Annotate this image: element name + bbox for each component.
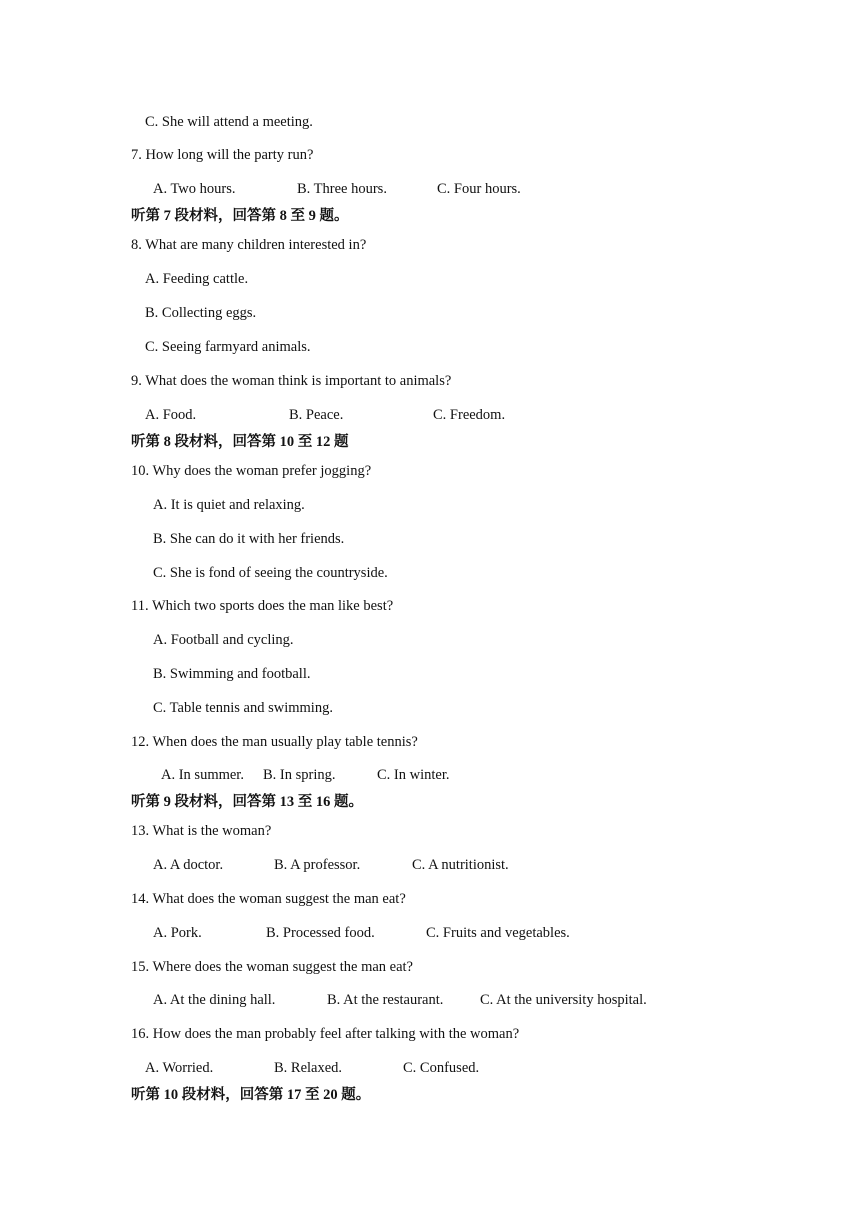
q10-option-b: B. She can do it with her friends. bbox=[153, 531, 345, 547]
q9-option-a: A. Food. bbox=[145, 407, 197, 423]
q8-option-a: A. Feeding cattle. bbox=[145, 271, 249, 287]
q6-option-c: C. She will attend a meeting. bbox=[145, 114, 313, 130]
q16-option-b: B. Relaxed. bbox=[274, 1060, 343, 1076]
q10-option-a: A. It is quiet and relaxing. bbox=[153, 497, 305, 513]
q9-option-c: C. Freedom. bbox=[433, 407, 506, 423]
question-12: 12. When does the man usually play table tennis? bbox=[131, 734, 418, 750]
q10-option-c: C. She is fond of seeing the countryside. bbox=[153, 565, 388, 581]
q14-option-b: B. Processed food. bbox=[266, 925, 375, 941]
question-10: 10. Why does the woman prefer jogging? bbox=[131, 463, 372, 479]
question-11: 11. Which two sports does the man like best? bbox=[131, 598, 394, 614]
q7-option-a: A. Two hours. bbox=[153, 181, 236, 197]
section-heading-10: 听第 10 段材料，回答第 17 至 20 题。 bbox=[131, 1087, 371, 1103]
question-8: 8. What are many children interested in? bbox=[131, 237, 367, 253]
section-heading-7: 听第 7 段材料，回答第 8 至 9 题。 bbox=[131, 208, 349, 224]
q7-option-c: C. Four hours. bbox=[437, 181, 521, 197]
q14-option-a: A. Pork. bbox=[153, 925, 202, 941]
question-14: 14. What does the woman suggest the man eat? bbox=[131, 891, 406, 907]
q13-option-a: A. A doctor. bbox=[153, 857, 224, 873]
q11-option-c: C. Table tennis and swimming. bbox=[153, 700, 333, 716]
question-16: 16. How does the man probably feel after talking with the woman? bbox=[131, 1026, 520, 1042]
q13-option-b: B. A professor. bbox=[274, 857, 361, 873]
question-13: 13. What is the woman? bbox=[131, 823, 272, 839]
q15-option-c: C. At the university hospital. bbox=[480, 992, 647, 1008]
q15-option-b: B. At the restaurant. bbox=[327, 992, 444, 1008]
q12-option-a: A. In summer. bbox=[161, 767, 244, 783]
q8-option-c: C. Seeing farmyard animals. bbox=[145, 339, 311, 355]
q9-option-b: B. Peace. bbox=[289, 407, 344, 423]
q12-option-b: B. In spring. bbox=[263, 767, 336, 783]
q14-option-c: C. Fruits and vegetables. bbox=[426, 925, 570, 941]
q11-option-a: A. Football and cycling. bbox=[153, 632, 294, 648]
q15-option-a: A. At the dining hall. bbox=[153, 992, 276, 1008]
section-heading-9: 听第 9 段材料，回答第 13 至 16 题。 bbox=[131, 794, 363, 810]
question-9: 9. What does the woman think is important to animals? bbox=[131, 373, 452, 389]
question-15: 15. Where does the woman suggest the man eat? bbox=[131, 959, 413, 975]
q11-option-b: B. Swimming and football. bbox=[153, 666, 311, 682]
q13-option-c: C. A nutritionist. bbox=[412, 857, 509, 873]
q16-option-a: A. Worried. bbox=[145, 1060, 214, 1076]
q16-option-c: C. Confused. bbox=[403, 1060, 480, 1076]
q7-option-b: B. Three hours. bbox=[297, 181, 387, 197]
section-heading-8: 听第 8 段材料，回答第 10 至 12 题 bbox=[131, 434, 349, 450]
question-7: 7. How long will the party run? bbox=[131, 147, 314, 163]
q12-option-c: C. In winter. bbox=[377, 767, 450, 783]
q8-option-b: B. Collecting eggs. bbox=[145, 305, 257, 321]
